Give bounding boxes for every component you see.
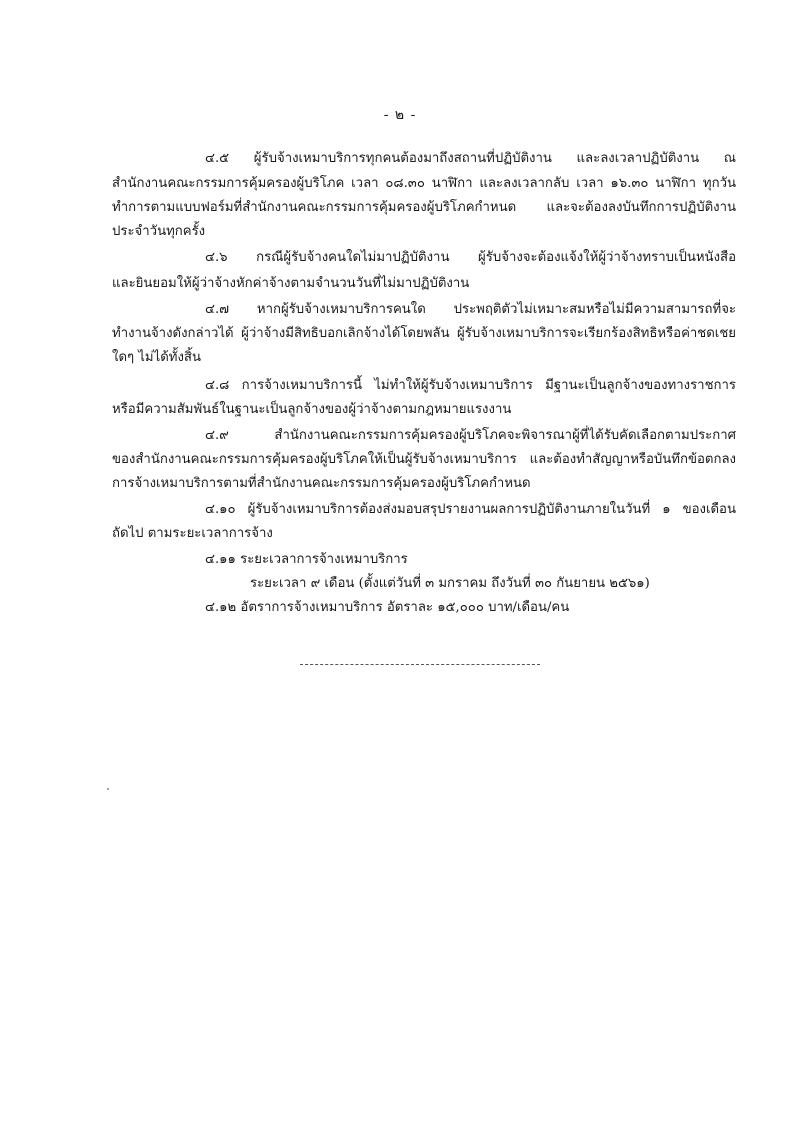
paragraph-4-11-line-2: ระยะเวลา ๙ เดือน (ตั้งแต่วันที่ ๓ มกราคม ถึงวันที่ ๓๐ กันยายน ๒๕๖๑)	[250, 576, 650, 591]
paragraph-4-5-line-1: ๔.๕ ผู้รับจ้างเหมาบริการทุกคนต้องมาถึงสถานที่ปฏิบัติงาน และลงเวลาปฏิบัติงาน ณ	[205, 151, 736, 166]
paragraph-4-9-line-1: ๔.๙ สำนักงานคณะกรรมการคุ้มครองผู้บริโภคจะพิจารณาผู้ที่ได้รับคัดเลือกตามประกาศ	[205, 428, 736, 443]
paragraph-4-5-line-2: สำนักงานคณะกรรมการคุ้มครองผู้บริโภค เวลา ๐๘.๓๐ นาฬิกา และลงเวลากลับ เวลา ๑๖.๓๐ นาฬิกา ทุกวัน	[112, 176, 736, 191]
paragraph-4-10-line-2: ถัดไป ตามระยะเวลาการจ้าง	[112, 526, 273, 541]
scan-speck	[107, 788, 109, 790]
paragraph-4-6-line-2: และยินยอมให้ผู้ว่าจ้างหักค่าจ้างตามจำนวนวันที่ไม่มาปฏิบัติงาน	[112, 276, 470, 291]
paragraph-4-9-line-2: ของสำนักงานคณะกรรมการคุ้มครองผู้บริโภคให้เป็นผู้รับจ้างเหมาบริการ และต้องทำสัญญาหรือบันทึกข้อตกลง	[112, 452, 736, 467]
paragraph-4-5-line-4: ประจำวันทุกครั้ง	[112, 224, 206, 239]
paragraph-4-5-line-3: ทำการตามแบบฟอร์มที่สำนักงานคณะกรรมการคุ้มครองผู้บริโภคกำหนด และจะต้องลงบันทึกการปฏิบัติงาน	[112, 200, 736, 215]
page-number: - ๒ -	[383, 107, 417, 123]
paragraph-4-12-line-1: ๔.๑๒ อัตราการจ้างเหมาบริการ อัตราละ ๑๕,๐๐๐ บาท/เดือน/คน	[205, 600, 570, 615]
paragraph-4-7-line-3: ใดๆ ไม่ได้ทั้งสิ้น	[112, 350, 201, 365]
paragraph-4-8-line-1: ๔.๘ การจ้างเหมาบริการนี้ ไม่ทำให้ผู้รับจ้างเหมาบริการ มีฐานะเป็นลูกจ้างของทางราชการ	[205, 378, 736, 393]
paragraph-4-10-line-1: ๔.๑๐ ผู้รับจ้างเหมาบริการต้องส่งมอบสรุปรายงานผลการปฏิบัติงานภายในวันที่ ๑ ของเดือน	[205, 502, 736, 517]
section-divider	[300, 664, 540, 665]
paragraph-4-7-line-2: ทำงานจ้างดังกล่าวได้ ผู้ว่าจ้างมีสิทธิบอกเลิกจ้างได้โดยพลัน ผู้รับจ้างเหมาบริการจะเรียกร้องสิทธิหรือค่าชดเชย	[112, 326, 736, 341]
paragraph-4-8-line-2: หรือมีความสัมพันธ์ในฐานะเป็นลูกจ้างของผู้ว่าจ้างตามกฎหมายแรงงาน	[112, 402, 512, 417]
paragraph-4-9-line-3: การจ้างเหมาบริการตามที่สำนักงานคณะกรรมการคุ้มครองผู้บริโภคกำหนด	[112, 476, 531, 491]
paragraph-4-11-line-1: ๔.๑๑ ระยะเวลาการจ้างเหมาบริการ	[205, 552, 408, 567]
paragraph-4-7-line-1: ๔.๗ หากผู้รับจ้างเหมาบริการคนใด ประพฤติตัวไม่เหมาะสมหรือไม่มีความสามารถที่จะ	[205, 302, 736, 317]
paragraph-4-6-line-1: ๔.๖ กรณีผู้รับจ้างคนใดไม่มาปฏิบัติงาน ผู้รับจ้างจะต้องแจ้งให้ผู้ว่าจ้างทราบเป็นหนังสือ	[205, 250, 736, 265]
